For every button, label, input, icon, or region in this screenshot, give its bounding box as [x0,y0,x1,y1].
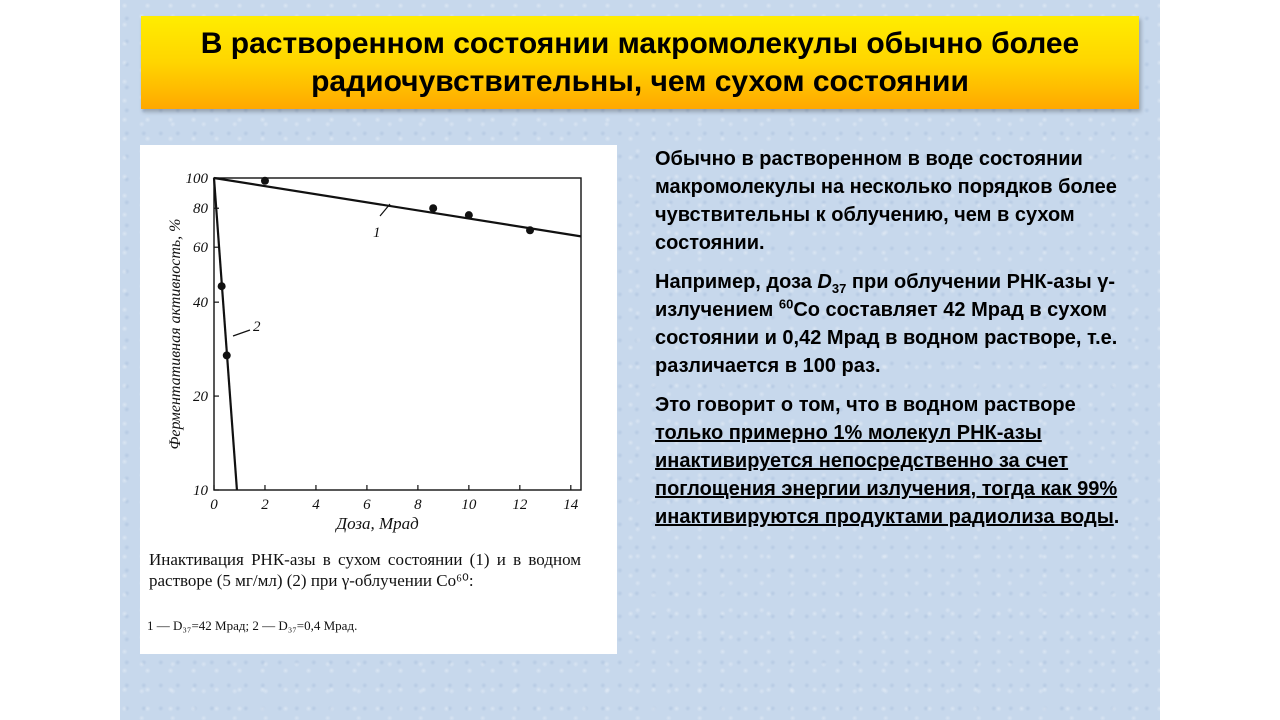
chart [140,145,617,545]
x-tick-label: 12 [512,497,528,513]
x-tick-label: 8 [414,497,422,513]
figure-panel [140,145,617,654]
x-tick-label: 0 [210,497,218,513]
y-tick-label: 40 [193,295,208,312]
x-tick-label: 2 [261,497,269,513]
paragraph-2-text-c: Co составляет 42 Мрад в сухом состоянии и 0,42 Мрад в водном растворе, т.е. различается в 100 раз. [655,299,1118,377]
x-tick-label: 14 [563,497,579,513]
plot-frame [214,178,581,490]
series-1-label: 1 [373,225,381,241]
x-tick-label: 6 [363,497,371,513]
y-tick-label: 60 [193,240,208,257]
series-1-point [465,211,473,219]
d37-symbol: D [817,271,832,293]
series-2-line [214,178,237,490]
paragraph-3-text-b: . [1113,506,1120,528]
x-axis-label: Доза, Мрад [336,514,419,533]
paragraph-2-text-a: Например, доза [655,271,818,293]
slide-title: В растворенном состоянии макромолекулы обычно более радиочувствительны, чем сухом состоянии [200,26,1080,98]
figure-caption: Инактивация РНК-азы в сухом состоянии (1) и в водном растворе (5 мг/мл) (2) при γ-облучении Co⁶⁰: [149,550,581,590]
series-1-point [261,177,269,185]
d37-subscript: 37 [831,281,847,296]
x-tick-label: 10 [461,497,477,513]
text-column [655,145,1135,542]
figure-caption-d37: 1 — D₃₇=42 Мрад; 2 — D₃₇=0,4 Мрад. [147,618,358,633]
series-2-leader [233,330,250,336]
series-2-point [218,282,226,290]
y-tick-label: 100 [185,171,208,187]
paragraph-1: Обычно в растворенном в воде состоянии макромолекулы на несколько порядков более чувствительны к облучению, чем в сухом состоянии. [655,148,1117,254]
series-1-line [214,178,581,236]
y-tick-label: 10 [193,483,208,499]
title-banner [141,16,1139,109]
isotope-superscript: 60 [778,296,794,312]
series-1-point [526,226,534,234]
paragraph-2 [655,268,1135,380]
y-axis-label: Ферментативная активность, % [167,218,184,450]
paragraph-2-text-b: при облучении РНК-азы γ-излучением [655,271,1116,321]
paragraph-3 [655,391,1135,531]
series-2-label: 2 [253,319,261,335]
paragraph-3-text-a: Это говорит о том, что в водном растворе [655,394,1076,416]
slide [120,0,1160,720]
series-2-point [223,351,231,359]
paragraph-3-underlined: только примерно 1% молекул РНК-азы инактивируется непосредственно за счет поглощения энергии излучения, тогда как 99% инактивируются продуктами радиолиза воды [655,422,1118,528]
y-tick-label: 80 [193,201,208,218]
y-tick-label: 20 [193,389,208,406]
series-1-point [429,204,437,212]
x-tick-label: 4 [312,497,320,513]
